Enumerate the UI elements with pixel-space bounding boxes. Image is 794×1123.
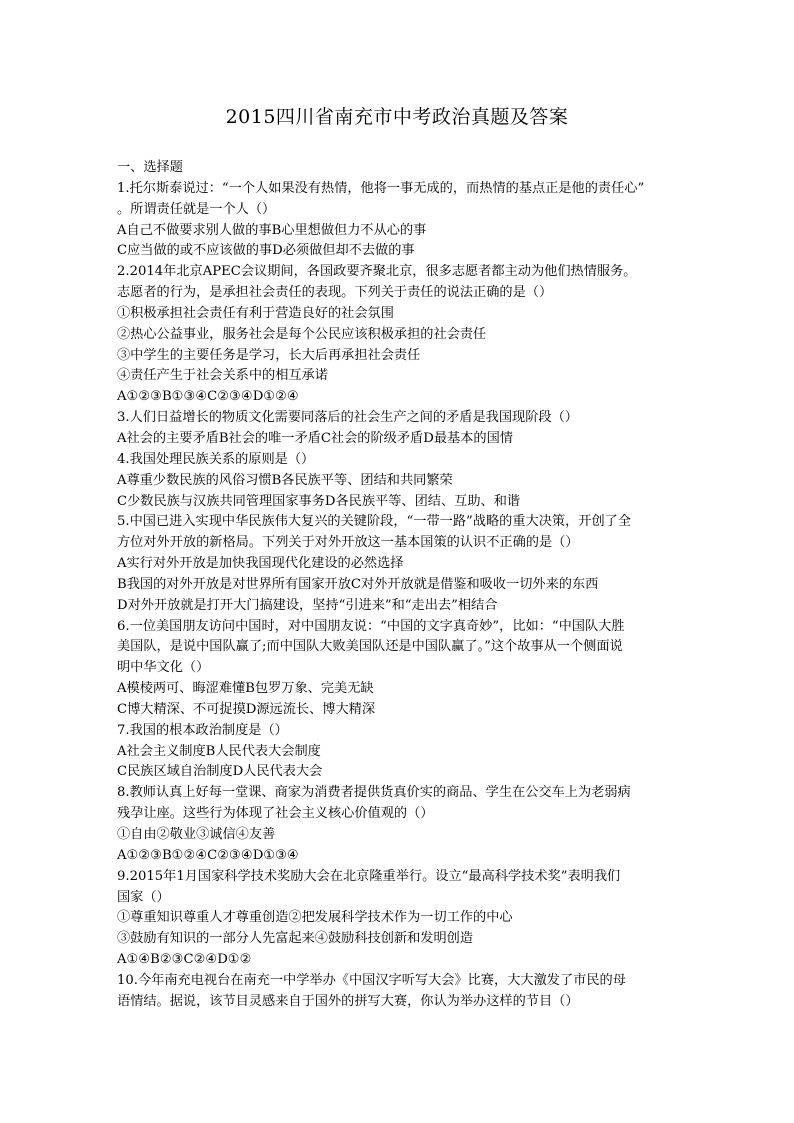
text-line: A自己不做要求别人做的事B心里想做但力不从心的事 — [117, 222, 427, 238]
text-line: ①自由②敬业③诚信④友善 — [117, 827, 276, 842]
text-line: ①积极承担社会责任有利于营造良好的社会氛围 — [117, 305, 394, 321]
text-line: 6.一位美国朋友访问中国时，对中国朋友说：“中国的文字真奇妙”，比如：“中国队大胜 — [117, 618, 625, 634]
text-line: 1.托尔斯泰说过：“一个人如果没有热情，他将一事无成的，而热情的基点正是他的责任心” — [117, 180, 645, 196]
text-line: C民族区域自治制度D人民代表大会 — [117, 764, 323, 780]
text-line: A①②③B①②④C②③④D①③④ — [117, 847, 299, 863]
text-line: C博大精深、不可捉摸D源远流长、博大精深 — [117, 701, 376, 717]
text-line: 10.今年南充电视台在南充一中学举办《中国汉字听写大会》比赛，大大激发了市民的母 — [117, 972, 626, 988]
text-line: D对外开放就是打开大门搞建设，坚持“引进来”和“走出去”相结合 — [117, 597, 498, 613]
text-line: 8.教师认真上好每一堂课、商家为消费者提供货真价实的商品、学生在公交车上为老弱病 — [117, 785, 631, 801]
text-line: 一、选择题 — [117, 160, 183, 175]
text-line: 。所谓责任就是一个人（） — [117, 201, 276, 217]
text-line: A尊重少数民族的风俗习惯B各民族平等、团结和共同繁荣 — [117, 472, 453, 488]
text-line: 残孕让座。这些行为体现了社会主义核心价值观的（） — [117, 806, 434, 822]
document-title: 2015四川省南充市中考政治真题及答案 — [225, 106, 569, 128]
text-line: A实行对外开放是加快我国现代化建设的必然选择 — [117, 556, 404, 572]
text-line: B我国的对外开放是对世界所有国家开放C对外开放就是借鉴和吸收一切外来的东西 — [117, 576, 599, 592]
text-line: 3.人们日益增长的物质文化需要同落后的社会生产之间的矛盾是我国现阶段（） — [117, 410, 578, 426]
text-line: 明中华文化（） — [117, 660, 210, 676]
text-line: 7.我国的根本政治制度是（） — [117, 722, 288, 738]
text-line: A模棱两可、晦涩难懂B包罗万象、完美无缺 — [117, 681, 374, 697]
text-line: ④责任产生于社会关系中的相互承诺 — [117, 368, 328, 384]
text-line: A①②③B①③④C②③④D①②④ — [117, 389, 299, 405]
text-line: C少数民族与汉族共同管理国家事务D各民族平等、团结、互助、和谐 — [117, 493, 521, 509]
text-line: A社会的主要矛盾B社会的唯一矛盾C社会的阶级矛盾D最基本的国情 — [117, 430, 513, 446]
text-line: ③中学生的主要任务是学习，长大后再承担社会责任 — [117, 347, 421, 363]
text-line: 美国队，是说中国队赢了;而中国队大败美国队还是中国队赢了。”这个故事从一个侧面说 — [117, 639, 623, 655]
text-line: 语情结。据说，该节目灵感来自于国外的拼写大赛，你认为举办这样的节目（） — [117, 993, 579, 1009]
text-line: ①尊重知识尊重人才尊重创造②把发展科学技术作为一切工作的中心 — [117, 910, 513, 926]
text-line: C应当做的或不应该做的事D必须做但却不去做的事 — [117, 243, 415, 259]
document-body — [117, 158, 689, 1013]
text-line: 方位对外开放的新格局。下列关于对外开放这一基本国策的认识不正确的是（） — [117, 535, 579, 551]
text-line: 4.我国处理民族关系的原则是（） — [117, 451, 315, 467]
text-line: 志愿者的行为，是承担社会责任的表现。下列关于责任的说法正确的是（） — [117, 285, 553, 301]
text-line: 5.中国已进入实现中华民族伟大复兴的关键阶段，“一带一路”战略的重大决策，开创了全 — [117, 514, 631, 530]
text-line: 2.2014年北京APEC会议期间，各国政要齐聚北京，很多志愿者都主动为他们热情服务。 — [117, 264, 637, 280]
text-line: ②热心公益事业，服务社会是每个公民应该积极承担的社会责任 — [117, 326, 487, 342]
text-line: 9.2015年1月国家科学技术奖励大会在北京隆重举行。设立“最高科学技术奖”表明我们 — [117, 868, 621, 884]
text-line: A①④B②③C②④D①② — [117, 952, 252, 968]
text-line: ③鼓励有知识的一部分人先富起来④鼓励科技创新和发明创造 — [117, 931, 474, 947]
text-line: A社会主义制度B人民代表大会制度 — [117, 743, 321, 759]
text-line: 国家（） — [117, 889, 170, 905]
